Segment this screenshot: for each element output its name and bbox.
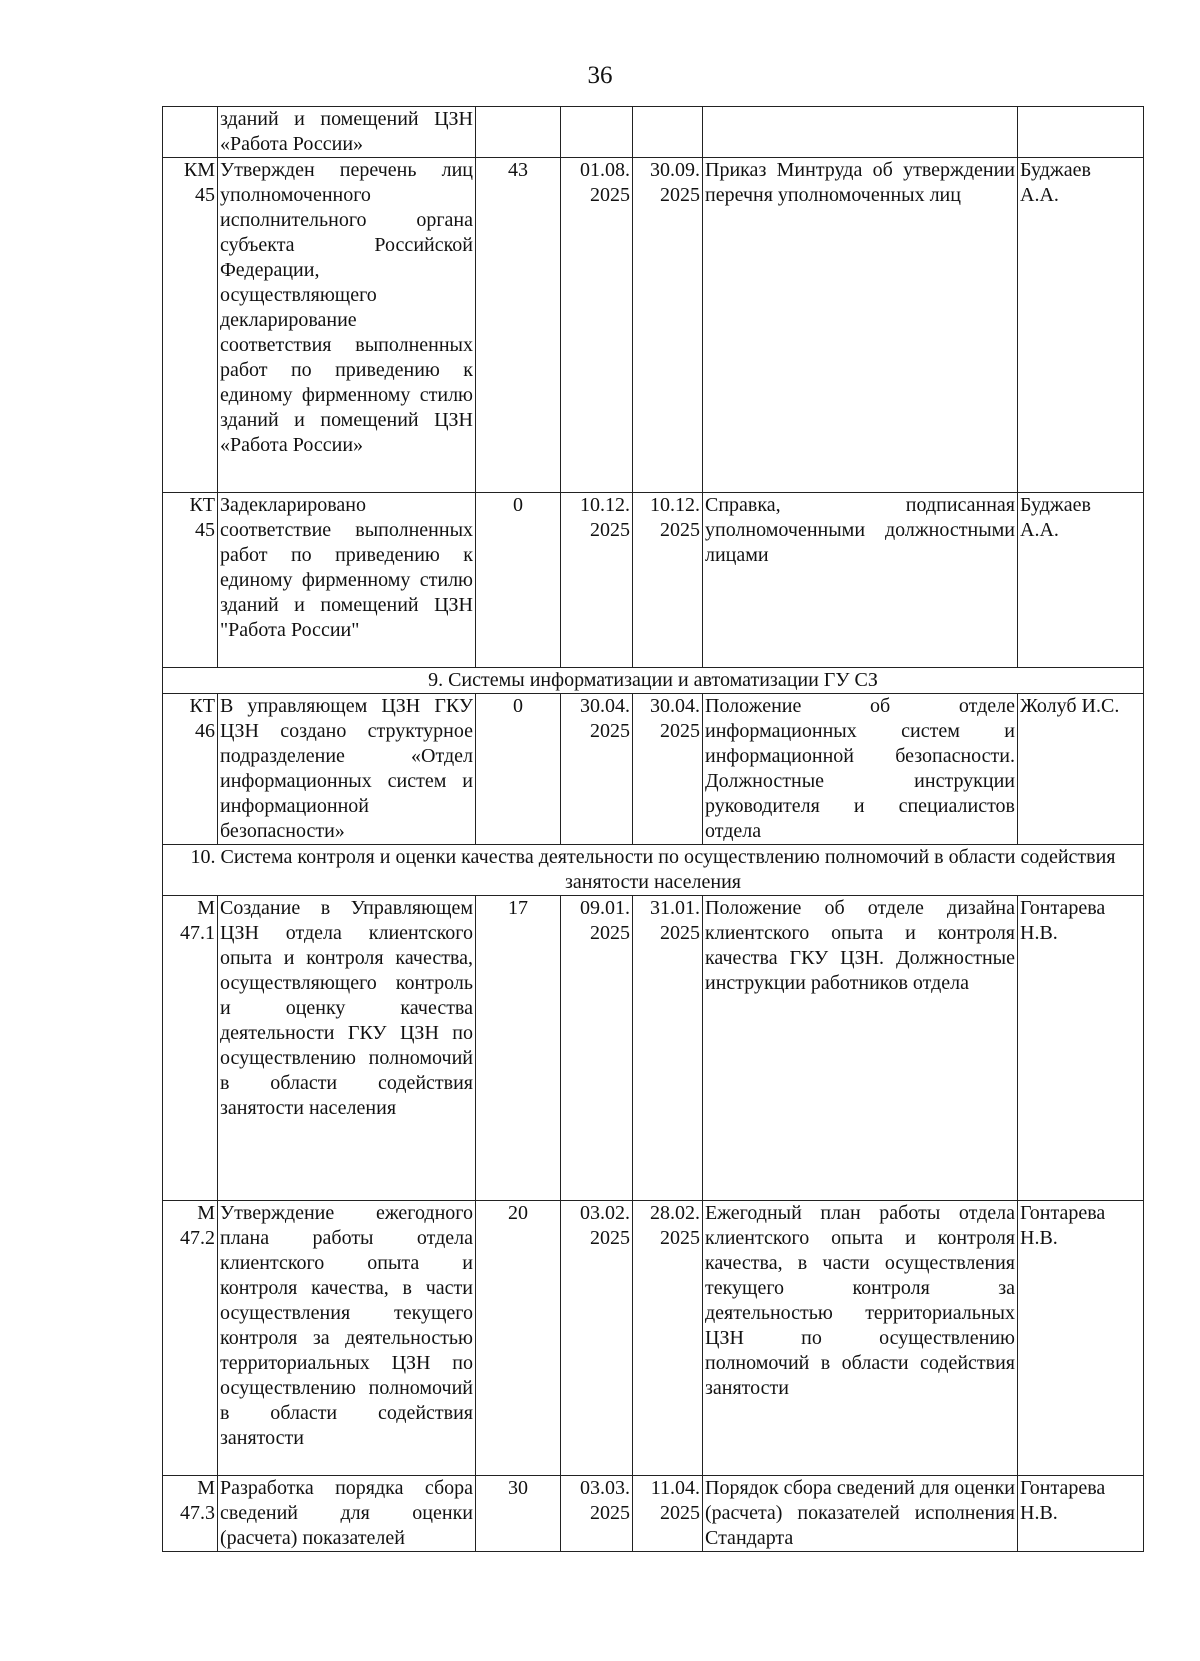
section-title: 9. Системы информатизации и автоматизации ГУ СЗ <box>163 668 1144 694</box>
row-value: 17 <box>476 896 561 1201</box>
row-code: М 47.1 <box>163 896 218 1201</box>
row-name: зданий и помещений ЦЗН «Работа России» <box>218 107 476 158</box>
row-responsible <box>1018 107 1144 158</box>
row-document: Справка, подписанная уполномоченными должностными лицами <box>703 493 1018 668</box>
table-row <box>163 493 1144 668</box>
row-responsible: Гонтарева Н.В. <box>1018 1476 1144 1552</box>
row-code: М 47.3 <box>163 1476 218 1552</box>
row-end-date: 30.04. 2025 <box>633 694 703 845</box>
row-document: Приказ Минтруда об утверждении перечня уполномоченных лиц <box>703 158 1018 493</box>
plan-table-body <box>163 107 1144 1552</box>
row-name: Разработка порядка сбора сведений для оценки (расчета) показателей <box>218 1476 476 1552</box>
table-row <box>163 1476 1144 1552</box>
row-responsible: Жолуб И.С. <box>1018 694 1144 845</box>
row-name: Утверждение ежегодного плана работы отдела клиентского опыта и контроля качества, в части осуществления текущего контроля за деятельностью территориальных ЦЗН по осуществлению полномочий в области содействия занятости <box>218 1201 476 1476</box>
row-document <box>703 107 1018 158</box>
section-title: 10. Система контроля и оценки качества деятельности по осуществлению полномочий в области содействия занятости населения <box>163 845 1144 896</box>
row-responsible: Гонтарева Н.В. <box>1018 1201 1144 1476</box>
row-responsible: Гонтарева Н.В. <box>1018 896 1144 1201</box>
row-document: Порядок сбора сведений для оценки (расчета) показателей исполнения Стандарта <box>703 1476 1018 1552</box>
row-name: Утвержден перечень лиц уполномоченного исполнительного органа субъекта Российской Федерации, осуществляющего декларирование соответствия выполненных работ по приведению к единому фирменному стилю зданий и помещений ЦЗН «Работа России» <box>218 158 476 493</box>
row-value: 0 <box>476 493 561 668</box>
row-end-date: 28.02. 2025 <box>633 1201 703 1476</box>
row-start-date: 03.03. 2025 <box>561 1476 633 1552</box>
row-code: КМ 45 <box>163 158 218 493</box>
row-end-date: 30.09. 2025 <box>633 158 703 493</box>
row-value: 30 <box>476 1476 561 1552</box>
table-row <box>163 107 1144 158</box>
row-code: М 47.2 <box>163 1201 218 1476</box>
section-row <box>163 668 1144 694</box>
row-code: КТ 45 <box>163 493 218 668</box>
row-name: Создание в Управляющем ЦЗН отдела клиентского опыта и контроля качества, осуществляющего контроль и оценку качества деятельности ГКУ ЦЗН по осуществлению полномочий в области содействия занятости населения <box>218 896 476 1201</box>
row-start-date: 01.08. 2025 <box>561 158 633 493</box>
row-end-date: 10.12. 2025 <box>633 493 703 668</box>
section-row <box>163 845 1144 896</box>
row-start-date <box>561 107 633 158</box>
row-name: Задекларировано соответствие выполненных работ по приведению к единому фирменному стилю зданий и помещений ЦЗН "Работа России" <box>218 493 476 668</box>
row-responsible: Буджаев А.А. <box>1018 158 1144 493</box>
plan-table <box>162 106 1144 1552</box>
page-number: 36 <box>587 62 613 89</box>
row-responsible: Буджаев А.А. <box>1018 493 1144 668</box>
table-row <box>163 896 1144 1201</box>
row-start-date: 30.04. 2025 <box>561 694 633 845</box>
row-value <box>476 107 561 158</box>
row-value: 0 <box>476 694 561 845</box>
row-start-date: 03.02. 2025 <box>561 1201 633 1476</box>
table-row <box>163 158 1144 493</box>
row-end-date: 31.01. 2025 <box>633 896 703 1201</box>
row-end-date <box>633 107 703 158</box>
row-value: 20 <box>476 1201 561 1476</box>
row-start-date: 09.01. 2025 <box>561 896 633 1201</box>
row-document: Ежегодный план работы отдела клиентского опыта и контроля качества, в части осуществления текущего контроля за деятельностью территориальных ЦЗН по осуществлению полномочий в области содействия занятости <box>703 1201 1018 1476</box>
row-name: В управляющем ЦЗН ГКУ ЦЗН создано структурное подразделение «Отдел информационных систем и информационной безопасности» <box>218 694 476 845</box>
row-end-date: 11.04. 2025 <box>633 1476 703 1552</box>
row-start-date: 10.12. 2025 <box>561 493 633 668</box>
row-value: 43 <box>476 158 561 493</box>
row-document: Положение об отделе дизайна клиентского опыта и контроля качества ГКУ ЦЗН. Должностные инструкции работников отдела <box>703 896 1018 1201</box>
row-code <box>163 107 218 158</box>
row-document: Положение об отделе информационных систем и информационной безопасности. Должностные инструкции руководителя и специалистов отдела <box>703 694 1018 845</box>
table-row <box>163 694 1144 845</box>
row-code: КТ 46 <box>163 694 218 845</box>
table-row <box>163 1201 1144 1476</box>
